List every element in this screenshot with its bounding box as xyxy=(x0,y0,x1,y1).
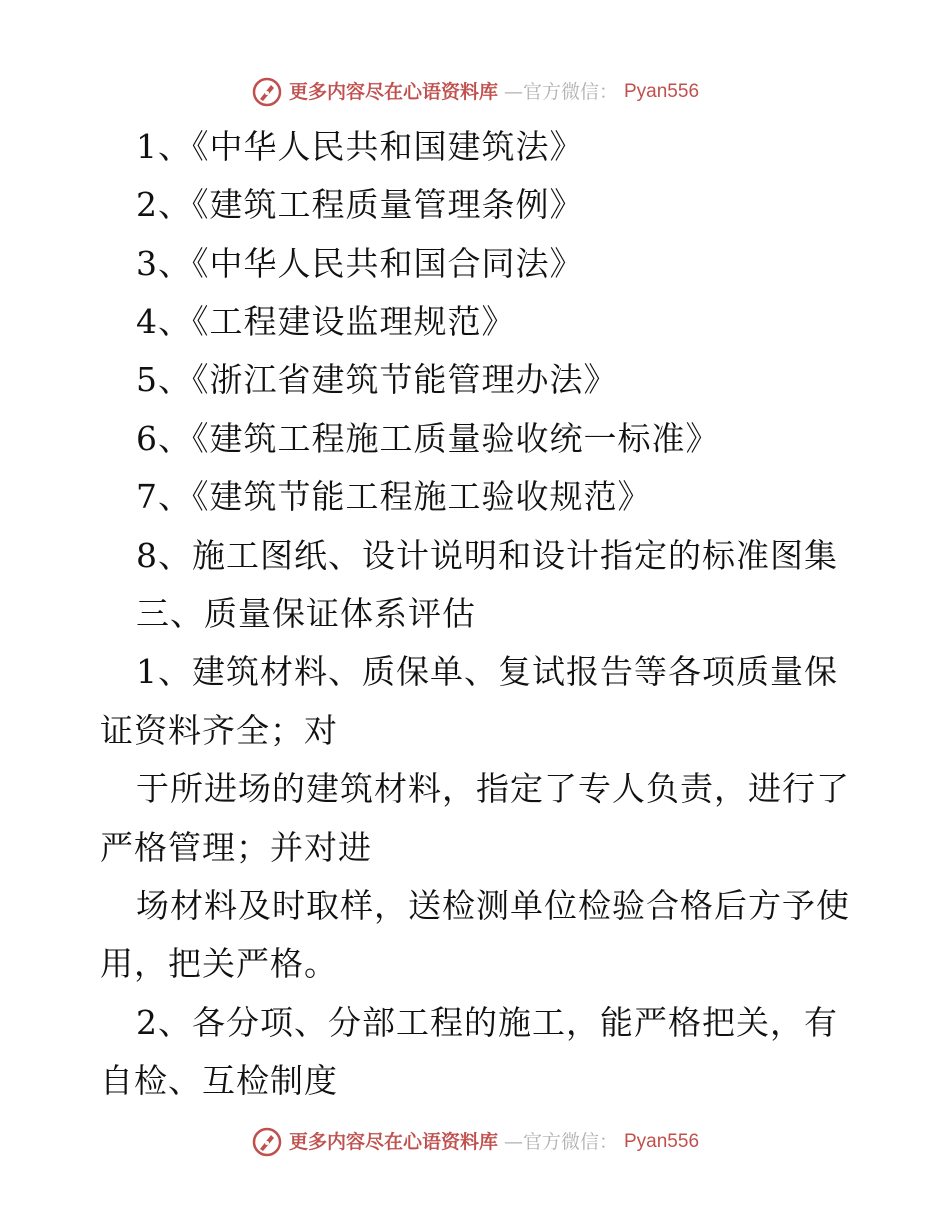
reference-item-1: 1、《中华人民共和国建筑法》 xyxy=(136,127,584,166)
paragraph-line: 于所进场的建筑材料，指定了专人负责，进行了 xyxy=(136,769,850,808)
reference-item-8: 8、施工图纸、设计说明和设计指定的标准图集 xyxy=(136,536,838,575)
paragraph-line: 1、建筑材料、质保单、复试报告等各项质量保 xyxy=(136,652,838,691)
pen-nib-logo-icon xyxy=(251,1126,283,1158)
reference-item-2: 2、《建筑工程质量管理条例》 xyxy=(136,185,584,224)
reference-item-3: 3、《中华人民共和国合同法》 xyxy=(136,244,584,283)
reference-item-7: 7、《建筑节能工程施工验收规范》 xyxy=(136,477,652,516)
paragraph-line: 2、各分项、分部工程的施工，能严格把关，有 xyxy=(136,1003,838,1042)
watermark-wechat-id: Pyan556 xyxy=(624,1131,700,1152)
watermark-library-text: 更多内容尽在心语资料库 xyxy=(288,1131,498,1153)
watermark-wechat-label: —官方微信： xyxy=(503,81,618,103)
paragraph-line: 用，把关严格。 xyxy=(100,944,338,983)
paragraph-line: 自检、互检制度 xyxy=(100,1061,338,1100)
section-heading: 三、质量保证体系评估 xyxy=(136,594,476,633)
reference-item-6: 6、《建筑工程施工质量验收统一标准》 xyxy=(136,419,720,458)
watermark-wechat-label: —官方微信： xyxy=(503,1131,618,1153)
paragraph-line: 证资料齐全；对 xyxy=(100,711,338,750)
footer-watermark xyxy=(0,1126,950,1158)
reference-item-5: 5、《浙江省建筑节能管理办法》 xyxy=(136,360,618,399)
paragraph-line: 场材料及时取样，送检测单位检验合格后方予使 xyxy=(136,886,850,925)
watermark-library-text: 更多内容尽在心语资料库 xyxy=(288,81,498,103)
reference-item-4: 4、《工程建设监理规范》 xyxy=(136,302,516,341)
watermark-wechat-id: Pyan556 xyxy=(624,81,700,102)
paragraph-line: 严格管理；并对进 xyxy=(100,828,372,867)
